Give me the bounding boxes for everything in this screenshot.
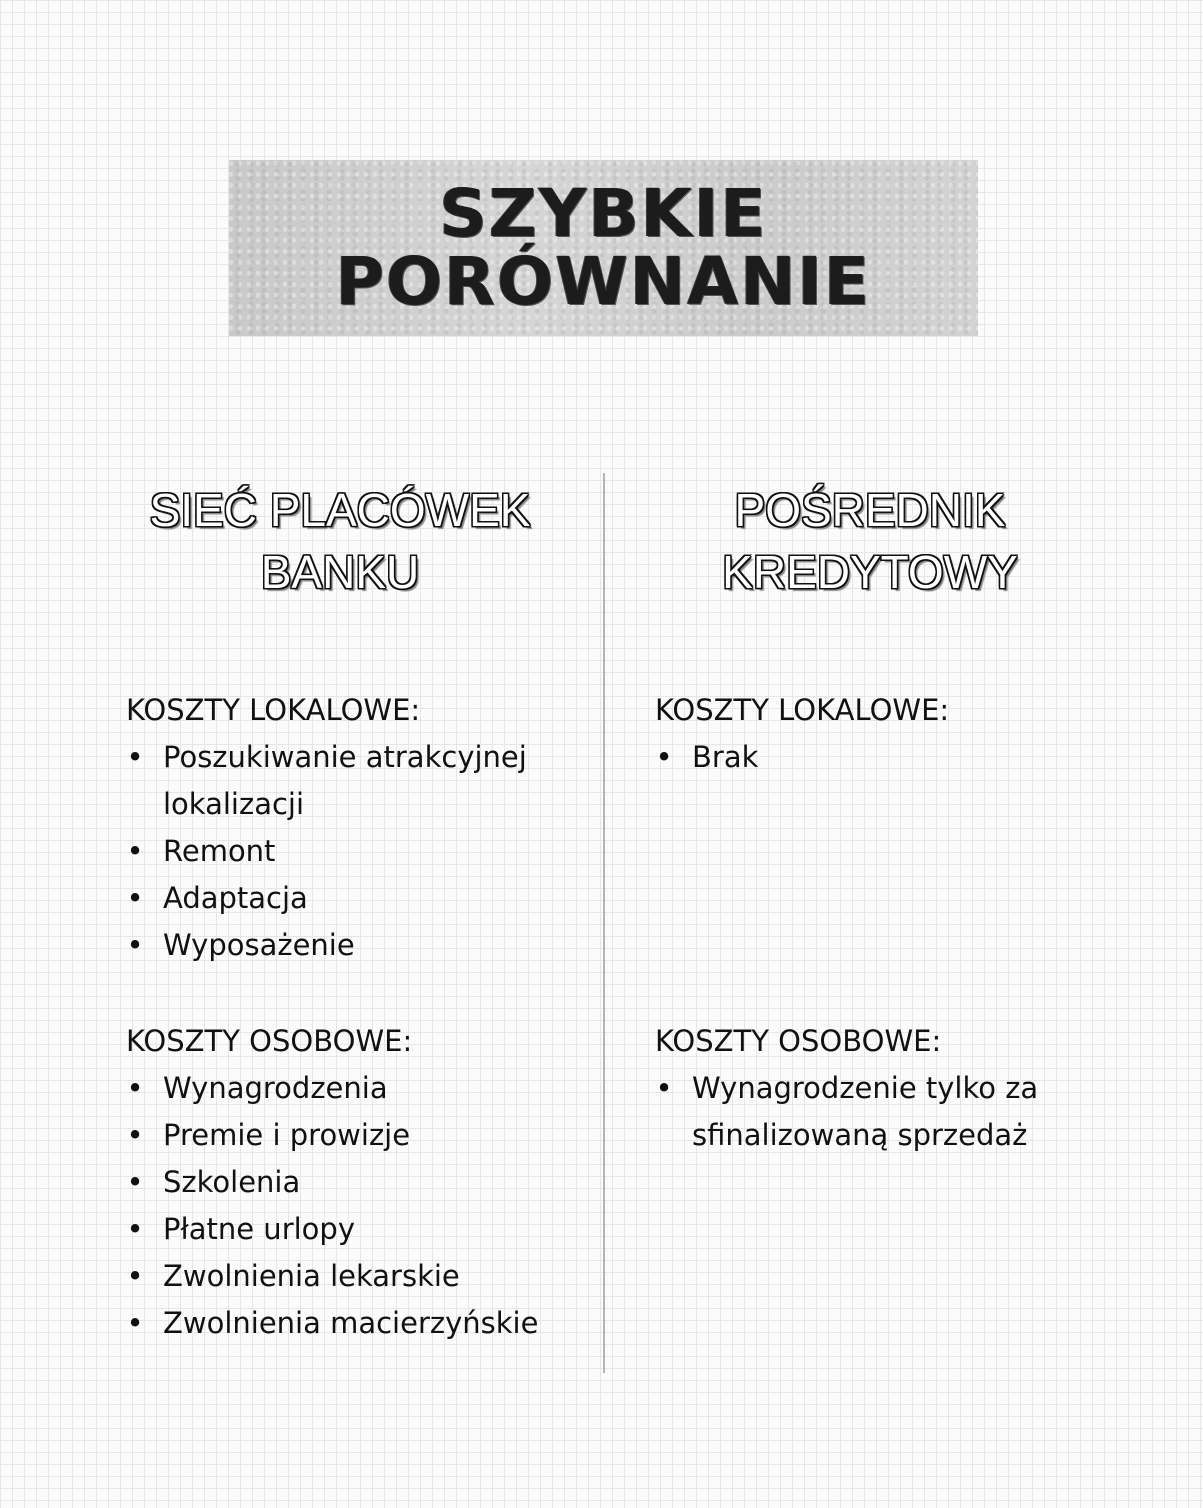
left-local-costs-heading: KOSZTY LOKALOWE: [126,693,421,727]
list-item-text: Poszukiwanie atrakcyjnej lokalizacji [163,740,527,821]
list-item-text: Wynagrodzenia [163,1071,388,1105]
right-personal-costs-list [655,1065,1095,1159]
list-item-text: Szkolenia [163,1165,301,1199]
list-item-text: Premie i prowizje [163,1118,411,1152]
list-item [126,734,596,828]
bullet-icon: • [126,1212,144,1246]
list-item [126,875,596,922]
left-personal-costs-section [126,1018,596,1347]
right-local-costs-list [655,734,1175,781]
bullet-icon: • [126,1259,144,1293]
bullet-icon: • [126,834,144,868]
bullet-icon: • [126,928,144,962]
list-item-text: Płatne urlopy [163,1212,355,1246]
list-item-text: Zwolnienia lekarskie [163,1259,460,1293]
list-item [126,1206,596,1253]
left-title-line-2: BANKU [260,546,420,598]
right-local-costs-heading: KOSZTY LOKALOWE: [655,693,950,727]
list-item-text: Brak [692,740,759,774]
list-item [655,734,1175,781]
banner-title-line-1: SZYBKIE [439,175,768,252]
left-personal-costs-heading: KOSZTY OSOBOWE: [126,1024,413,1058]
left-title-line-1: SIEĆ PLACÓWEK [149,484,531,536]
list-item [126,922,596,969]
list-item [655,1065,1095,1159]
list-item [126,1253,596,1300]
list-item [126,828,596,875]
right-title-line-2: KREDYTOWY [722,546,1018,598]
list-item-text: Adaptacja [163,881,308,915]
bullet-icon: • [126,1118,144,1152]
right-title-line-1: POŚREDNIK [734,484,1006,536]
list-item [126,1065,596,1112]
right-local-costs-section [655,687,1175,781]
left-local-costs-list [126,734,596,969]
list-item [126,1300,596,1347]
left-local-costs-section [126,687,596,969]
bullet-icon: • [126,740,144,774]
bullet-icon: • [655,1071,673,1105]
bullet-icon: • [126,1306,144,1340]
column-divider [603,473,605,1373]
list-item-text: Remont [163,834,276,868]
list-item-text: Wyposażenie [163,928,355,962]
left-personal-costs-list [126,1065,596,1347]
bullet-icon: • [126,881,144,915]
bullet-icon: • [655,740,673,774]
list-item-text: Wynagrodzenie tylko za sfinalizowaną sprzedaż [692,1071,1039,1152]
right-personal-costs-section [655,1018,1095,1159]
bullet-icon: • [126,1071,144,1105]
right-personal-costs-heading: KOSZTY OSOBOWE: [655,1024,942,1058]
bullet-icon: • [126,1165,144,1199]
list-item [126,1112,596,1159]
title-banner [229,160,978,336]
right-column-title [650,479,1090,603]
list-item [126,1159,596,1206]
left-column-title [120,479,560,603]
banner-title-line-2: PORÓWNANIE [335,243,872,320]
list-item-text: Zwolnienia macierzyńskie [163,1306,539,1340]
